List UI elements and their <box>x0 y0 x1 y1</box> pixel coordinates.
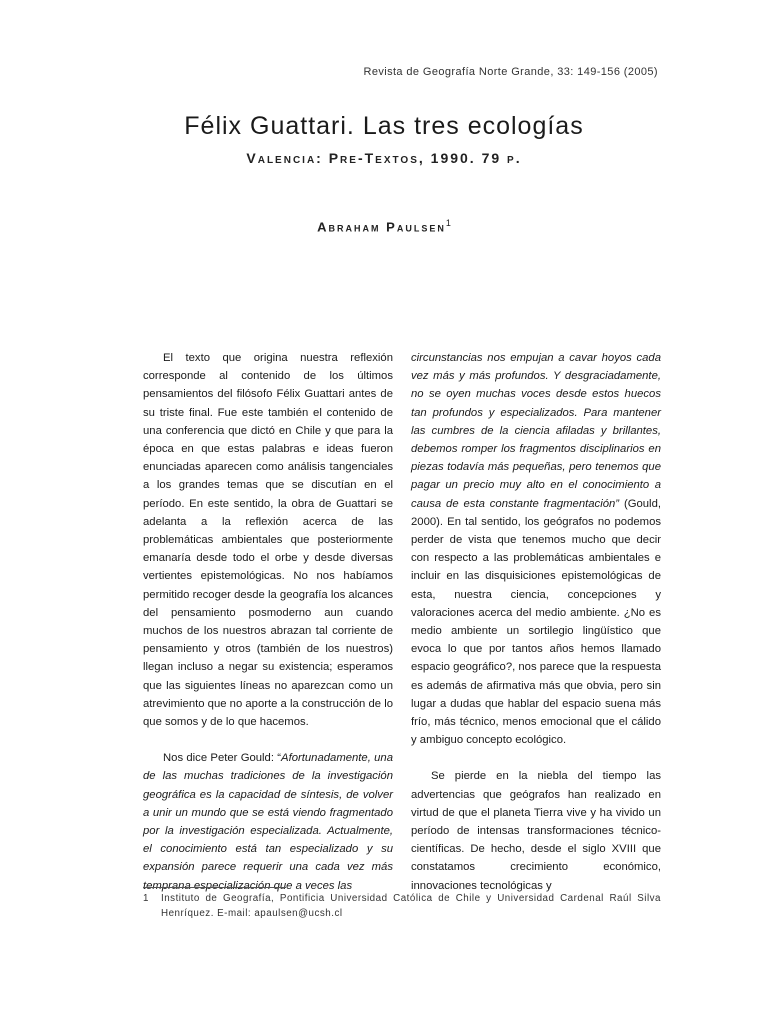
footnote-divider <box>143 887 286 888</box>
journal-reference: Revista de Geografía Norte Grande, 33: 149-156 (2005) <box>363 66 658 78</box>
paragraph: El texto que origina nuestra reflexión corresponde al contenido de los últimos pensamientos del filósofo Félix Guattari antes de su triste final. Fue este también el contenido de una conferencia que dictó en Chile y que para la época en que estas palabras e ideas fueron enunciadas aparecen como análisis tangenciales a los grandes temas que se discutían en el período. En este sentido, la obra de Guattari se adelanta a la reflexión acerca de las problemáticas ambientales que posteriormente emanaría desde todo el orbe y desde diversas vertientes epistemológicas. No nos habíamos permitido recoger desde la geografía los alcances del pensamiento posmoderno aun cuando muchos de los nuestros abrazan tal corriente de pensamiento y otros (también de los nuestros) llegan incluso a negar su existencia; esperamos que las siguientes líneas no aparezcan como un atrevimiento que no aporte a la construcción de lo que somos y de lo que hacemos. <box>143 352 393 729</box>
paragraph: Se pierde en la niebla del tiempo las advertencias que geógrafos han realizado en virtud de que el planeta Tierra vive y ha vivido un período de intensas transformaciones técnico-científicas. De hecho, desde el siglo XVIII que constatamos crecimiento económico, innovaciones tecnológicas y <box>411 770 661 892</box>
author-line <box>0 218 768 234</box>
paragraph-lead: Nos dice Peter Gould: “ <box>163 752 282 765</box>
paragraph <box>143 749 393 895</box>
article-title: Félix Guattari. Las tres ecologías <box>184 112 584 140</box>
article-subtitle: Valencia: Pre-Textos, 1990. 79 p. <box>246 150 522 166</box>
quote-italic: Afortunadamente, una de las muchas tradiciones de la investigación geográfica es la capacidad de síntesis, de volver a unir un mundo que se está viendo fragmentado por la investigación especializada. Actualmente, el conocimiento está tan especializado y su expansión parece requerir una cada vez más temprana especialización que a veces las <box>143 752 393 892</box>
paragraph-rest: (Gould, 2000). En tal sentido, los geógrafos no podemos perder de vista que tenemos mucho que decir con respecto a las problemáticas ambientales e incluir en las disquisiciones epistemológicas de esta, nuestra ciencia, concepciones y valoraciones acerca del medio ambiente. ¿No es medio ambiente un sortilegio lingüístico que evoca lo que por tantos años hemos llamado espacio geográfico?, nos parece que la respuesta es además de afirmativa más que obvia, pero sin lugar a dudas que hablar del espacio suena más frío, más técnico, menos emocional que el cálido y ambiguo concepto ecológico. <box>411 497 661 747</box>
body-column-left <box>143 349 393 895</box>
footnote-mark: 1 <box>143 893 149 904</box>
footnote-text: Instituto de Geografía, Pontificia Universidad Católica de Chile y Universidad Cardenal Raúl Silva Henríquez. E-mail: apaulsen@ucsh.cl <box>161 893 661 919</box>
author-name: Abraham Paulsen <box>317 219 446 235</box>
quote-italic: circunstancias nos empujan a cavar hoyos cada vez más y más profundos. Y desgraciadamente, no se oyen muchas voces desde estos huecos tan profundos y especializados. Para mantener las cumbres de la ciencia afiladas y brillantes, debemos romper los fragmentos disciplinarios en piezas todavía más pequeñas, pero tenemos que pagar un precio muy alto en el conocimiento a causa de esta constante fragmentación” <box>411 352 661 510</box>
body-column-right <box>411 349 661 895</box>
author-footnote-mark: 1 <box>445 218 451 228</box>
paragraph <box>411 349 661 749</box>
footnote <box>143 891 661 921</box>
